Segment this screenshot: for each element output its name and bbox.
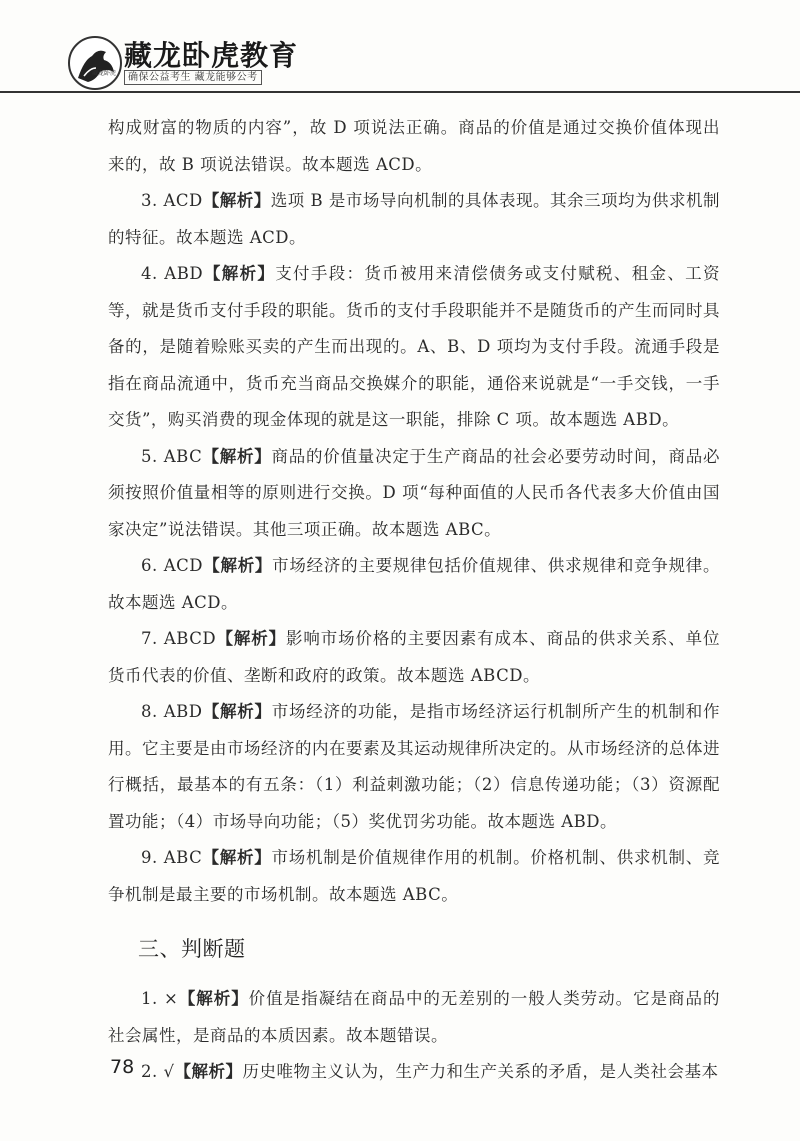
answer-number: 2. √ bbox=[141, 1062, 175, 1081]
logo bbox=[68, 36, 122, 90]
header-divider bbox=[0, 91, 800, 93]
answer-number: 5. ABC bbox=[141, 446, 203, 466]
analysis-tag: 【解析】 bbox=[203, 556, 273, 575]
paragraph-continuation bbox=[108, 110, 720, 183]
paragraph-text: 构成财富的物质的内容”，故 D 项说法正确。商品的价值是通过交换价值体现出来的，故 B 项说法错误。故本题选 ACD。 bbox=[108, 118, 720, 174]
analysis-tag: 【解析】 bbox=[202, 848, 272, 867]
answer-item bbox=[108, 840, 720, 913]
tiger-dragon-logo-icon bbox=[70, 38, 120, 88]
answer-item bbox=[108, 621, 720, 694]
analysis-tag: 【解析】 bbox=[174, 1062, 243, 1081]
answer-number: 3. ACD bbox=[141, 191, 203, 210]
logo-text: 藏龙卧虎 bbox=[92, 70, 117, 77]
page-number: 78 bbox=[110, 1056, 135, 1078]
analysis-tag: 【解析】 bbox=[216, 629, 286, 648]
judgment-item bbox=[108, 981, 720, 1054]
answer-text: 商品的价值量决定于生产商品的社会必要劳动时间，商品必须按照价值量相等的原则进行交换。D 项“每种面值的人民币各代表多大价值由国家决定”说法错误。其他三项正确。故本题选 ABC。 bbox=[108, 446, 720, 539]
answer-text: 市场经济的功能，是指市场经济运行机制所产生的机制和作用。它主要是由市场经济的内在要素及其运动规律所决定的。从市场经济的总体进行概括，最基本的有五条：（1）利益刺激功能；（2）信息传递功能；（3）资源配置功能；（4）市场导向功能；（5）奖优罚劣功能。故本题选 ABD。 bbox=[108, 702, 721, 831]
answer-number: 1. × bbox=[141, 989, 179, 1008]
answer-text: 市场经济的主要规律包括价值规律、供求规律和竞争规律。故本题选 ACD。 bbox=[108, 556, 721, 612]
answer-item bbox=[108, 183, 720, 256]
answer-text: 价值是指凝结在商品中的无差别的一般人类劳动。它是商品的社会属性，是商品的本质因素。故本题错误。 bbox=[108, 989, 720, 1045]
page-header bbox=[0, 0, 800, 92]
answer-number: 9. ABC bbox=[141, 848, 203, 867]
brand-slogan: 确保公益考生 藏龙能够公考 bbox=[124, 70, 262, 85]
answer-number: 4. ABD bbox=[141, 264, 204, 283]
judgment-item bbox=[108, 1054, 720, 1091]
answer-text: 市场机制是价值规律作用的机制。价格机制、供求机制、竞争机制是最主要的市场机制。故本题选 ABC。 bbox=[108, 848, 720, 904]
page-content bbox=[108, 110, 720, 1091]
answer-text: 影响市场价格的主要因素有成本、商品的供求关系、单位货币代表的价值、垄断和政府的政策。故本题选 ABCD。 bbox=[108, 629, 721, 685]
analysis-tag: 【解析】 bbox=[178, 989, 249, 1008]
analysis-tag: 【解析】 bbox=[203, 264, 276, 283]
answer-text: 选项 B 是市场导向机制的具体表现。其余三项均为供求机制的特征。故本题选 ACD。 bbox=[108, 191, 721, 247]
answer-number: 6. ACD bbox=[141, 556, 203, 575]
answer-text: 支付手段：货币被用来清偿债务或支付赋税、租金、工资等，就是货币支付手段的职能。货币的支付手段职能并不是随货币的产生而同时具备的，是随着赊账买卖的产生而出现的。A、B、D 项均为支付手段。流通手段是指在商品流通中，货币充当商品交换媒介的职能，通俗来说就是“一手交钱，一手交货”，购买消费的现金体现的就是这一职能，排除 C 项。故本题选 ABD。 bbox=[108, 264, 721, 429]
answer-item bbox=[108, 439, 720, 549]
answer-number: 8. ABD bbox=[141, 702, 203, 721]
brand-name: 藏龙卧虎教育 bbox=[124, 39, 299, 72]
section-title: 三、判断题 bbox=[138, 937, 246, 961]
analysis-tag: 【解析】 bbox=[202, 702, 272, 721]
analysis-tag: 【解析】 bbox=[202, 446, 272, 466]
answer-text: 历史唯物主义认为，生产力和生产关系的矛盾，是人类社会基本 bbox=[242, 1062, 719, 1081]
answer-item bbox=[108, 256, 720, 439]
analysis-tag: 【解析】 bbox=[202, 191, 271, 210]
answer-item bbox=[108, 548, 720, 621]
answer-number: 7. ABCD bbox=[141, 629, 217, 648]
answer-item bbox=[108, 694, 720, 840]
